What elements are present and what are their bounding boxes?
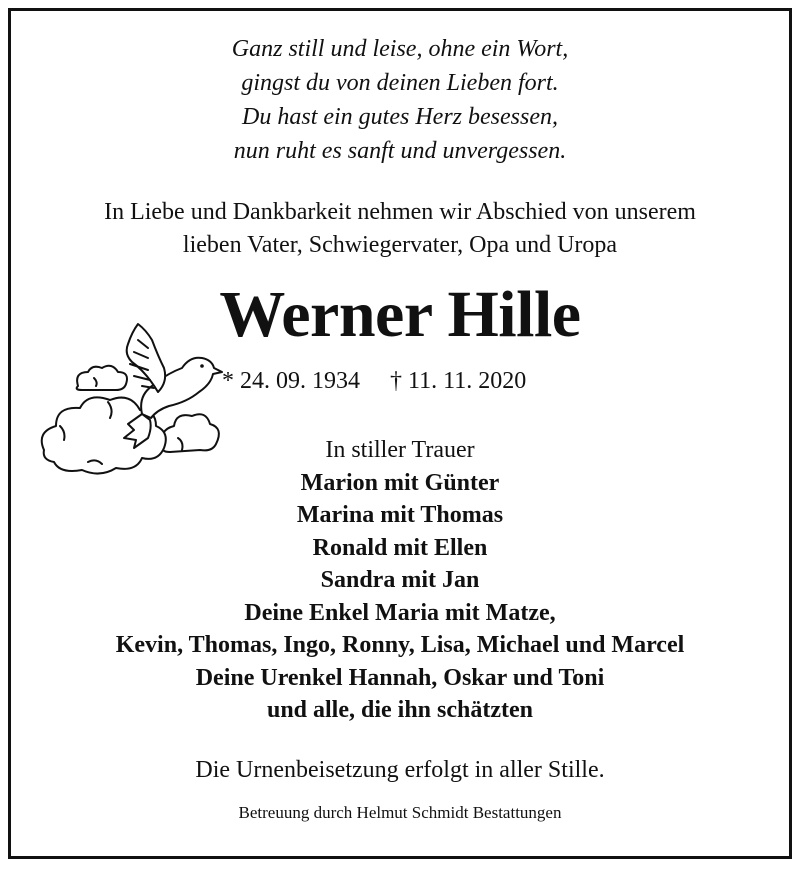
intro-line: In Liebe und Dankbarkeit nehmen wir Abschied von unserem bbox=[104, 199, 696, 225]
mourner-line: Deine Urenkel Hannah, Oskar und Toni bbox=[195, 664, 605, 691]
mourner-line: Kevin, Thomas, Ingo, Ronny, Lisa, Michael und Marcel bbox=[115, 632, 685, 658]
mourner-line: Marion mit Günter bbox=[300, 469, 500, 496]
mourner-line: Marina mit Thomas bbox=[296, 502, 504, 528]
poem bbox=[0, 32, 800, 168]
mourner-line: Ronald mit Ellen bbox=[312, 534, 488, 561]
death-date: † 11. 11. 2020 bbox=[390, 368, 527, 394]
burial-note: Die Urnenbeisetzung erfolgt in aller Stille. bbox=[195, 757, 605, 783]
life-dates bbox=[222, 366, 642, 396]
mourning-heading: In stiller Trauer bbox=[325, 437, 475, 463]
poem-line: Du hast ein gutes Herz besessen, bbox=[242, 104, 558, 130]
intro-text bbox=[0, 196, 800, 262]
poem-line: Ganz still und leise, ohne ein Wort, bbox=[231, 36, 569, 62]
funeral-home-credit: Betreuung durch Helmut Schmidt Bestattungen bbox=[238, 803, 562, 822]
poem-line: nun ruht es sanft und unvergessen. bbox=[233, 138, 567, 164]
mourner-line: Sandra mit Jan bbox=[320, 567, 480, 593]
poem-line: gingst du von deinen Lieben fort. bbox=[241, 70, 559, 96]
mourner-line: Deine Enkel Maria mit Matze, bbox=[244, 599, 556, 626]
intro-line: lieben Vater, Schwiegervater, Opa und Uropa bbox=[182, 232, 618, 258]
birth-date: * 24. 09. 1934 bbox=[222, 368, 360, 394]
mourners bbox=[0, 434, 800, 727]
deceased-name: Werner Hille bbox=[219, 278, 581, 351]
mourner-line: und alle, die ihn schätzten bbox=[266, 697, 534, 723]
